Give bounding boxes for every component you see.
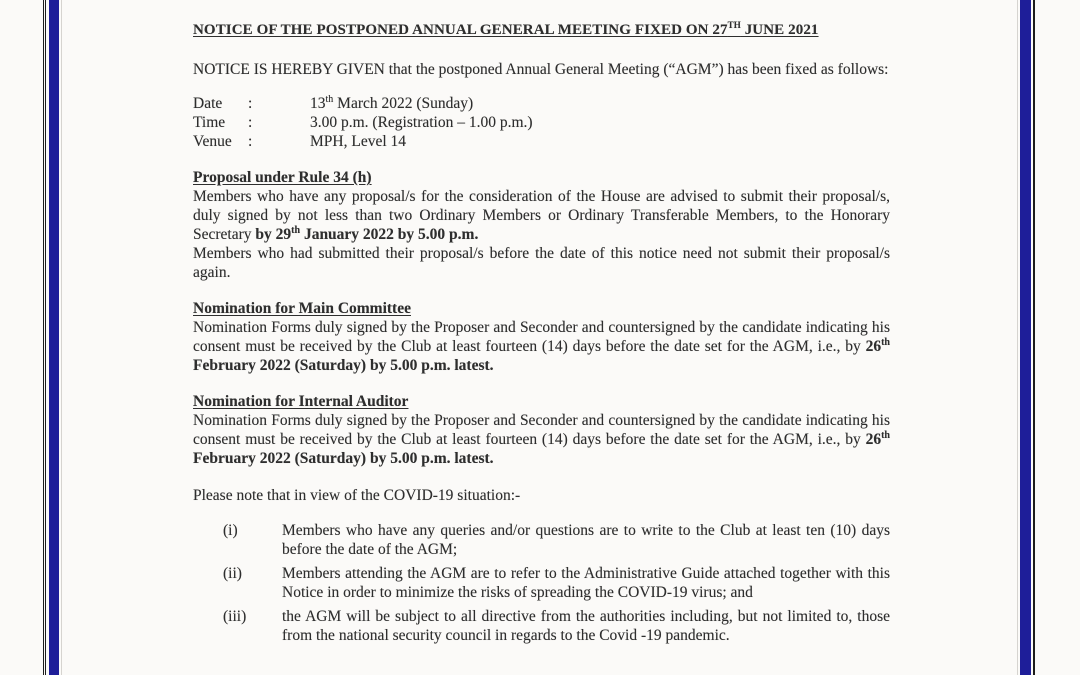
detail-row-venue [193,132,890,151]
detail-value [310,94,473,113]
covid-item [193,564,890,602]
meeting-details [193,94,890,151]
covid-item-marker: (ii) [223,565,242,582]
covid-list [193,521,890,645]
right-border-shadow [1017,0,1018,675]
detail-colon: : [248,114,253,131]
notice-document [193,0,890,650]
detail-value-rest: March 2022 (Sunday) [333,95,474,112]
internal-auditor-deadline-rest: February 2022 (Saturday) by 5.00 p.m. latest. [193,450,494,467]
covid-item-text: Members who have any queries and/or questions are to write to the Club at least ten (10) days before the date of the AGM; [282,522,890,558]
detail-value-text: 13 [310,95,326,112]
internal-auditor-deadline-superscript: th [881,429,890,441]
section-heading-internal-auditor: Nomination for Internal Auditor [193,393,409,410]
notice-title [193,21,890,40]
covid-item [193,521,890,559]
detail-value [310,113,533,132]
detail-value-text: 3.00 p.m. (Registration – 1.00 p.m.) [310,114,533,131]
covid-item [193,607,890,645]
covid-item-marker: (i) [223,522,238,539]
detail-value-superscript: th [325,93,334,105]
main-committee-deadline-rest: February 2022 (Saturday) by 5.00 p.m. latest. [193,357,494,374]
covid-item-text: Members attending the AGM are to refer to the Administrative Guide attached together with this Notice in order to minimize the risks of spreading the COVID-19 virus; and [282,565,890,601]
notice-title-text: NOTICE OF THE POSTPONED ANNUAL GENERAL MEETING FIXED ON 27 [193,22,728,38]
covid-item-marker: (iii) [223,608,247,625]
proposal-deadline-rest: January 2022 by 5.00 p.m. [300,226,479,243]
detail-row-time [193,113,890,132]
detail-label: Date [193,95,223,112]
intro-paragraph: NOTICE IS HEREBY GIVEN that the postponed Annual General Meeting (“AGM”) has been fixed as follows: [193,61,889,78]
notice-title-year: JUNE 2021 [740,22,819,38]
detail-value [310,132,406,151]
internal-auditor-paragraph [193,411,890,468]
detail-label: Time [193,114,226,131]
internal-auditor-deadline-text: 26 [865,431,882,448]
section-heading-main-committee: Nomination for Main Committee [193,300,411,317]
detail-value-text: MPH, Level 14 [310,133,407,150]
main-committee-deadline-text: 26 [865,338,882,355]
section-heading-proposal: Proposal under Rule 34 (h) [193,169,372,186]
proposal-paragraph [193,187,890,244]
notice-title-superscript: TH [727,20,741,30]
covid-item-text: the AGM will be subject to all directive from the authorities including, but not limited to, those from the national security council in regards to the Covid -19 pandemic. [282,608,890,644]
left-border-shadow [61,0,62,675]
main-committee-paragraph [193,318,890,375]
proposal-deadline-text: by 29 [255,226,292,243]
detail-colon: : [248,133,253,150]
internal-auditor-body-text: Nomination Forms duly signed by the Proposer and Seconder and countersigned by the candidate indicating his consent must be received by the Club at least fourteen (14) days before the date set for the AGM, i.e., by [193,412,890,448]
proposal-note: Members who had submitted their proposal/s before the date of this notice need not submit their proposal/s again. [193,245,890,281]
right-border-rule [1033,0,1035,675]
right-border-blue-stripe [1020,0,1031,675]
proposal-body-text: Members who have any proposal/s for the consideration of the House are advised to submit their proposal/s, duly signed by not less than two Ordinary Members or Ordinary Transferable Members, to the Honorary Secretary [193,188,890,243]
detail-label: Venue [193,133,232,150]
left-border-blue-stripe [49,0,59,675]
left-border-rule [43,0,46,675]
main-committee-body-text: Nomination Forms duly signed by the Proposer and Seconder and countersigned by the candidate indicating his consent must be received by the Club at least fourteen (14) days before the date set for the AGM, i.e., by [193,319,890,355]
main-committee-deadline-superscript: th [881,336,890,348]
detail-row-date [193,94,890,113]
proposal-deadline [255,226,478,243]
detail-colon: : [248,95,253,112]
proposal-deadline-superscript: th [291,224,301,236]
covid-note-intro: Please note that in view of the COVID-19 situation:- [193,487,521,504]
